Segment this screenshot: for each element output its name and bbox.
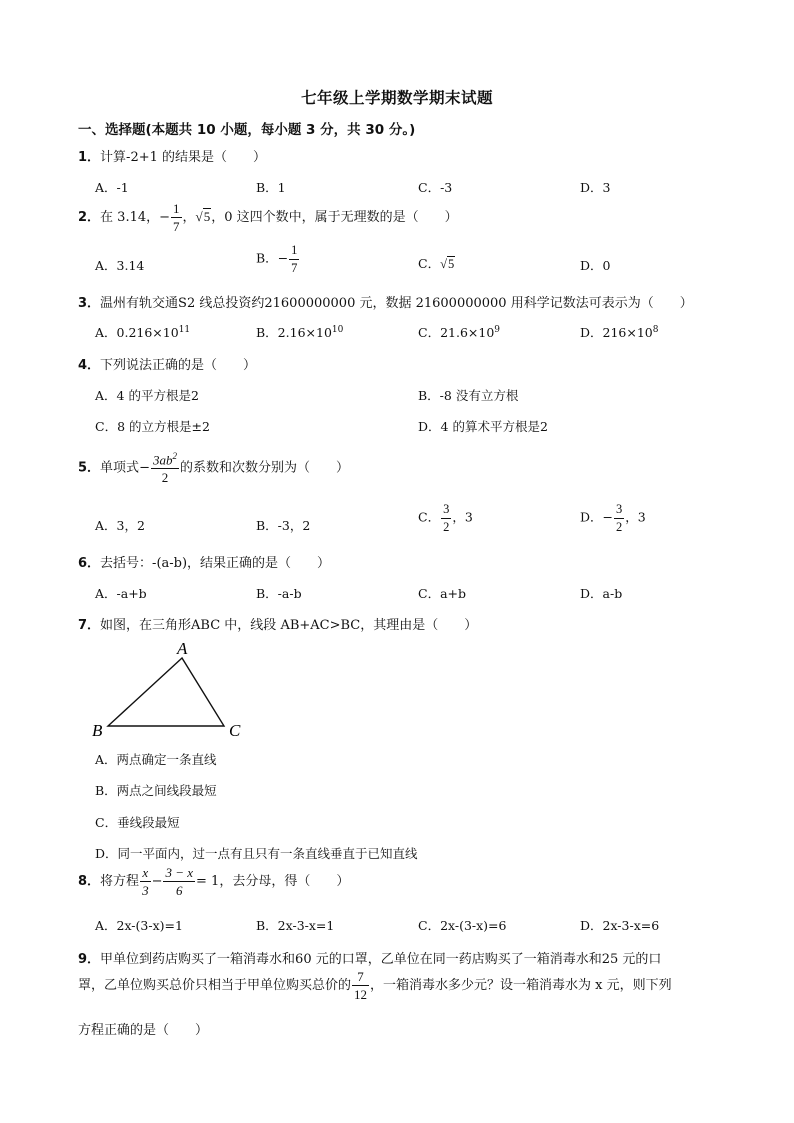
question-text-post: ，去分母，得（ ） [219, 874, 350, 889]
question-text: 去括号：-(a-b)，结果正确的是（ ） [100, 556, 331, 571]
question-text: 计算-2+1 的结果是（ ） [100, 150, 267, 165]
q6-option-d: D．a-b [580, 586, 623, 601]
question-text: 如图，在三角形ABC 中，线段 AB+AC>BC，其理由是（ ） [100, 618, 478, 633]
sqrt-five [196, 209, 212, 225]
question-text: 温州有轨交通S2 线总投资约21600000000 元，数据 21600000000 用科学记数法可表示为（ ） [100, 296, 693, 311]
q3-option-b [256, 323, 343, 341]
q4-option-d: D．4 的算术平方根是2 [418, 419, 548, 434]
question-9-line-3: 方程正确的是（ ） [78, 1023, 209, 1038]
section-heading: 一、选择题(本题共 10 小题，每小题 3 分，共 30 分。) [78, 122, 416, 138]
sqrt-sign: √ [195, 209, 203, 224]
option-text: D．216×10 [580, 325, 653, 340]
q1-option-b: B．1 [256, 180, 286, 195]
question-text-post: 的系数和次数分别为（ ） [179, 460, 349, 476]
q4-option-a: A．4 的平方根是2 [95, 388, 199, 403]
fraction-seven-twelfths [352, 970, 369, 1001]
question-number: 6． [78, 556, 101, 571]
option-text: C．21.6×10 [418, 325, 495, 340]
q1-option-d: D．3 [580, 180, 611, 195]
fraction-denominator: 2 [443, 519, 450, 534]
minus-sign: − [151, 874, 163, 889]
vertex-label-a: A [177, 639, 188, 658]
q5-option-d [580, 503, 646, 533]
question-9-line-2 [78, 970, 672, 1001]
question-5 [78, 452, 349, 484]
q2-option-a: A．3.14 [95, 258, 145, 273]
question-text-pre: 单项式 [100, 460, 140, 476]
q7-option-d: D．同一平面内，过一点有且只有一条直线垂直于已知直线 [95, 846, 418, 861]
question-number: 3． [78, 296, 101, 311]
option-label: C． [418, 256, 441, 271]
q6-option-b: B．-a-b [256, 586, 302, 601]
exponent: 9 [494, 324, 501, 335]
page-title: 七年级上学期数学期末试题 [300, 89, 493, 107]
question-text-post: ，一箱消毒水多少元？设一箱消毒水为 x 元，则下列 [370, 978, 672, 993]
option-suffix: ，3 [625, 509, 646, 525]
triangle-abc-figure [90, 636, 260, 742]
q5-option-c [418, 503, 473, 533]
equals-one: = 1 [196, 874, 220, 889]
fraction-denominator: 2 [616, 519, 623, 534]
fraction-three-halves [614, 503, 624, 533]
question-number: 1． [78, 150, 101, 165]
q6-option-a: A．-a+b [95, 586, 147, 601]
question-number: 5． [78, 460, 101, 476]
q2-option-d: D．0 [580, 258, 611, 273]
exponent: 11 [178, 324, 191, 335]
fraction-denominator: 2 [161, 470, 169, 486]
fraction-denominator: 6 [175, 883, 183, 898]
separator: ， [182, 210, 196, 225]
q5-option-b: B．-3，2 [256, 518, 311, 533]
q8-option-a: A．2x-(3-x)=1 [95, 918, 183, 933]
q2-option-b [256, 244, 300, 274]
question-8 [78, 866, 349, 897]
exponent: 10 [331, 324, 344, 335]
radicand: 5 [447, 257, 455, 271]
vertex-label-b: B [92, 721, 103, 740]
fraction-numerator: 3 [441, 503, 451, 519]
q8-option-d: D．2x-3-x=6 [580, 918, 660, 933]
q3-option-d [580, 323, 659, 341]
question-text-post: ，0 这四个数中，属于无理数的是（ ） [211, 210, 458, 225]
fraction-numerator: 3 − x [165, 865, 194, 880]
question-2 [78, 202, 458, 233]
question-6 [78, 552, 330, 571]
q8-option-b: B．2x-3-x=1 [256, 918, 335, 933]
question-1 [78, 146, 266, 165]
option-text: A．0.216×10 [95, 325, 179, 340]
question-text: 下列说法正确的是（ ） [100, 358, 257, 373]
question-3 [78, 292, 693, 311]
q6-option-c: C．a+b [418, 586, 466, 601]
fraction-three-halves [441, 503, 451, 533]
fraction-numerator: 3 [614, 503, 624, 519]
question-text-pre: 将方程 [100, 874, 140, 889]
q7-option-a: A．两点确定一条直线 [95, 752, 217, 767]
q3-option-c [418, 323, 500, 341]
question-number: 9． [78, 952, 101, 967]
radicand: 5 [203, 209, 211, 224]
question-text-pre: 罩，乙单位购买总价只相当于甲单位购买总价的 [78, 978, 352, 993]
question-number: 7． [78, 618, 101, 633]
question-9-line-1 [78, 948, 661, 967]
exponent: 8 [652, 324, 659, 335]
option-label: B． [256, 250, 278, 266]
q3-option-a [95, 323, 190, 341]
option-label: D． [580, 509, 603, 525]
question-number: 2． [78, 210, 101, 225]
fraction-3-minus-x-over-6 [163, 866, 195, 897]
option-suffix: ，3 [452, 509, 473, 525]
exponent: 2 [172, 451, 177, 461]
minus-sign: − [277, 250, 289, 266]
fraction-monomial [151, 452, 179, 484]
q2-option-c [418, 254, 455, 272]
triangle-outline [108, 658, 224, 726]
q4-option-c: C．8 的立方根是±2 [95, 419, 210, 434]
sqrt-sign: √ [440, 257, 447, 271]
fraction-denominator: 12 [354, 987, 368, 1002]
fraction-numerator: 1 [289, 244, 299, 260]
option-text: B．2.16×10 [256, 325, 332, 340]
fraction-denominator: 7 [291, 260, 298, 275]
vertex-label-c: C [229, 721, 241, 740]
fraction-one-seventh [289, 244, 299, 274]
fraction-denominator: 7 [173, 219, 180, 234]
fraction-one-seventh [171, 202, 182, 233]
minus-sign: − [139, 460, 150, 476]
minus-sign: − [159, 210, 171, 225]
q1-option-c: C．-3 [418, 180, 453, 195]
numerator-text: 3ab [152, 452, 173, 468]
q1-option-a: A．-1 [95, 180, 129, 195]
fraction-numerator: 7 [352, 970, 369, 986]
question-text-pre: 在 3.14， [100, 210, 160, 225]
question-number: 4． [78, 358, 101, 373]
question-number: 8． [78, 874, 101, 889]
minus-sign: − [602, 509, 614, 525]
fraction-numerator: 1 [173, 201, 180, 216]
q7-option-b: B．两点之间线段最短 [95, 783, 217, 798]
q4-option-b: B．-8 没有立方根 [418, 388, 519, 403]
q7-option-c: C．垂线段最短 [95, 815, 180, 830]
fraction-numerator: x [140, 866, 151, 882]
q5-option-a: A．3，2 [95, 518, 145, 533]
fraction-numerator [151, 452, 179, 469]
question-text: 甲单位到药店购买了一箱消毒水和60 元的口罩，乙单位在同一药店购买了一箱消毒水和25 元的口 [100, 952, 662, 967]
question-7 [78, 614, 477, 633]
fraction-denominator: 3 [142, 883, 149, 898]
q8-option-c: C．2x-(3-x)=6 [418, 918, 507, 933]
option-label: C． [418, 509, 441, 525]
sqrt-five [440, 257, 455, 272]
fraction-x-over-3 [140, 866, 151, 897]
question-4 [78, 354, 256, 373]
